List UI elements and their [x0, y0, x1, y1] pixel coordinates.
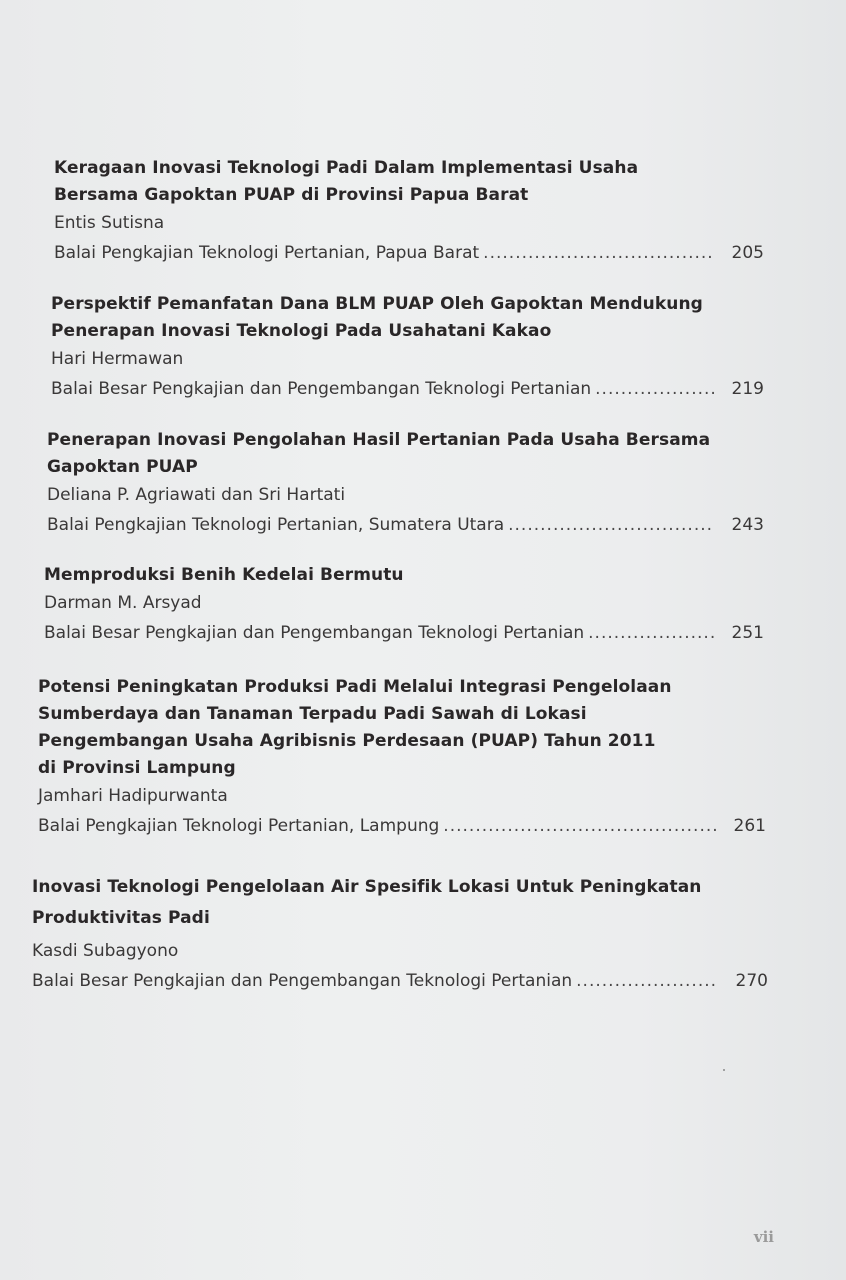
entry-institution: Balai Pengkajian Teknologi Pertanian, Papua Barat	[54, 243, 480, 263]
entry-page-number: 243	[731, 515, 764, 535]
entry-title-line: di Provinsi Lampung	[38, 758, 236, 778]
entry-page-number: 205	[731, 243, 764, 263]
entry-title-line: Inovasi Teknologi Pengelolaan Air Spesifik Lokasi Untuk Peningkatan	[32, 877, 702, 897]
entry-title-line: Penerapan Inovasi Teknologi Pada Usahatani Kakao	[51, 321, 552, 341]
entry-author: Kasdi Subagyono	[32, 941, 179, 961]
entry-title	[51, 291, 764, 345]
entry-title-line: Memproduksi Benih Kedelai Bermutu	[44, 565, 404, 585]
toc-entry	[54, 155, 764, 268]
dot-leader	[483, 238, 714, 268]
entry-institution: Balai Besar Pengkajian dan Pengembangan Teknologi Pertanian	[44, 623, 585, 643]
entry-institution-line	[54, 238, 764, 268]
toc-entry	[47, 427, 764, 540]
entry-title	[44, 562, 764, 589]
entry-page-number: 219	[731, 379, 764, 399]
entry-institution-line	[44, 618, 764, 648]
entry-institution-line	[32, 966, 768, 996]
entry-author: Entis Sutisna	[54, 213, 165, 233]
entry-author: Hari Hermawan	[51, 349, 184, 369]
entry-title-line: Penerapan Inovasi Pengolahan Hasil Pertanian Pada Usaha Bersama	[47, 430, 711, 450]
entry-title-line: Pengembangan Usaha Agribisnis Perdesaan (PUAP) Tahun 2011	[38, 731, 656, 751]
entry-title	[54, 155, 764, 209]
toc-entry	[32, 872, 768, 996]
entry-title-line: Sumberdaya dan Tanaman Terpadu Padi Sawah di Lokasi	[38, 704, 587, 724]
entry-title	[38, 674, 766, 782]
entry-title-line: Potensi Peningkatan Produksi Padi Melalui Integrasi Pengelolaan	[38, 677, 672, 697]
entry-page-number: 261	[733, 816, 766, 836]
entry-institution: Balai Pengkajian Teknologi Pertanian, Lampung	[38, 816, 440, 836]
entry-title	[32, 872, 768, 934]
toc-entry	[51, 291, 764, 404]
dot-leader	[576, 966, 718, 996]
entry-author: Deliana P. Agriawati dan Sri Hartati	[47, 485, 346, 505]
paper-speck	[723, 1069, 725, 1071]
dot-leader	[443, 811, 716, 841]
entry-institution-line	[51, 374, 764, 404]
entry-author: Jamhari Hadipurwanta	[38, 786, 228, 806]
entry-title-line: Bersama Gapoktan PUAP di Provinsi Papua Barat	[54, 185, 529, 205]
entry-title-line: Produktivitas Padi	[32, 908, 210, 928]
toc-entry	[44, 562, 764, 648]
entry-institution-line	[47, 510, 764, 540]
entry-title-line: Perspektif Pemanfatan Dana BLM PUAP Oleh Gapoktan Mendukung	[51, 294, 703, 314]
dot-leader	[508, 510, 714, 540]
entry-institution: Balai Pengkajian Teknologi Pertanian, Sumatera Utara	[47, 515, 505, 535]
entry-title-line: Keragaan Inovasi Teknologi Padi Dalam Implementasi Usaha	[54, 158, 639, 178]
entry-institution: Balai Besar Pengkajian dan Pengembangan Teknologi Pertanian	[51, 379, 592, 399]
footer-page-number: vii	[753, 1228, 774, 1246]
entry-institution-line	[38, 811, 766, 841]
entry-page-number: 251	[731, 623, 764, 643]
toc-entry	[38, 674, 766, 841]
entry-title	[47, 427, 764, 481]
entry-institution: Balai Besar Pengkajian dan Pengembangan Teknologi Pertanian	[32, 971, 573, 991]
entry-page-number: 270	[735, 971, 768, 991]
dot-leader	[595, 374, 714, 404]
dot-leader	[588, 618, 714, 648]
entry-author: Darman M. Arsyad	[44, 593, 202, 613]
entry-title-line: Gapoktan PUAP	[47, 457, 198, 477]
